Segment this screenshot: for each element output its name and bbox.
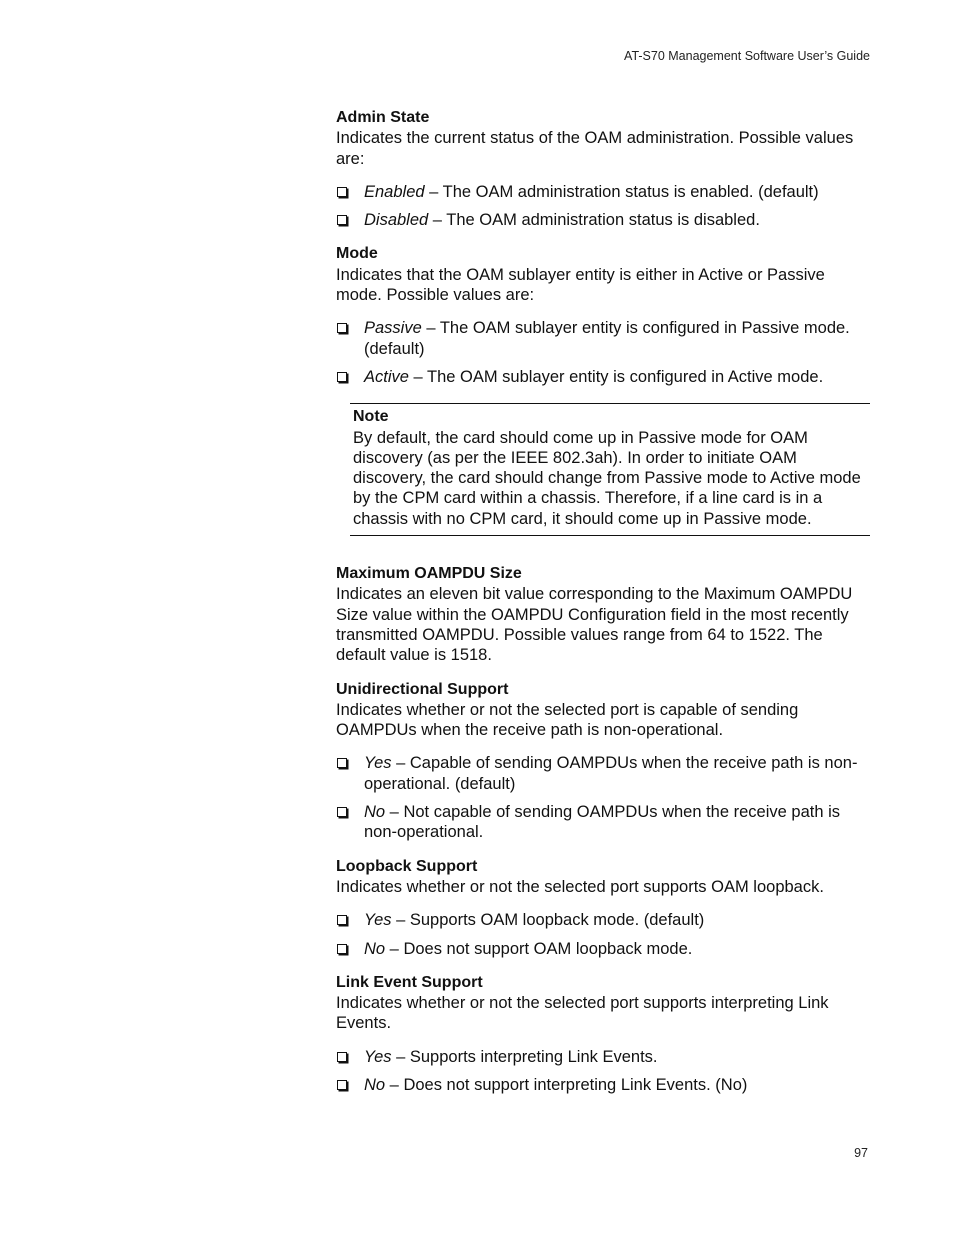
section-max-oampdu-size (336, 564, 870, 665)
page-number: 97 (854, 1146, 868, 1160)
section-heading: Admin State (336, 109, 430, 126)
checkbox-bullet-icon (337, 187, 347, 197)
section-text: Indicates an eleven bit value corresponding to the Maximum OAMPDU Size value within the OAMPDU Configuration field in the most recently transmitted OAMPDU. Possible values range from 64 to 1522. The default value is 1518. (336, 585, 853, 665)
page-content (336, 108, 870, 1109)
section-text: Indicates the current status of the OAM administration. Possible values are: (336, 129, 854, 168)
bullet-term: Disabled (364, 211, 429, 230)
list-item (336, 753, 870, 794)
section-heading: Loopback Support (336, 857, 478, 875)
bullet-description: – Supports OAM loopback mode. (default) (391, 911, 705, 930)
bullet-description: – The OAM administration status is enabled. (default) (424, 182, 819, 201)
list-item (336, 1047, 870, 1067)
bullet-term: Yes (364, 911, 392, 930)
checkbox-bullet-icon (337, 944, 347, 954)
section-mode (336, 244, 870, 387)
checkbox-bullet-icon (337, 1052, 347, 1062)
section-text: Indicates whether or not the selected port is capable of sending OAMPDUs when the receive path is non-operational. (336, 700, 799, 740)
bullet-term: Yes (364, 1047, 392, 1066)
checkbox-bullet-icon (337, 915, 347, 925)
bullet-term: Yes (364, 754, 392, 773)
bullet-list (336, 318, 870, 387)
list-item (336, 182, 870, 202)
list-item (336, 367, 870, 387)
list-item (336, 910, 870, 930)
note-text: By default, the card should come up in Passive mode for OAM discovery (as per the IEEE 802.3ah). In order to initiate OAM discovery, the card should change from Passive mode to Active mode by the CPM card within a chassis. Therefore, if a line card is in a chassis with no CPM card, it should come up in Passive mode. (353, 428, 861, 528)
section-loopback-support (336, 857, 870, 959)
bullet-description: – Does not support interpreting Link Events. (No) (385, 1075, 748, 1094)
bullet-list (336, 753, 870, 842)
bullet-list (336, 910, 870, 959)
section-unidirectional-support (336, 680, 870, 843)
bullet-description: – Capable of sending OAMPDUs when the receive path is non-operational. (default) (364, 754, 858, 793)
note-box (350, 403, 870, 536)
list-item (336, 1075, 870, 1095)
bullet-term: Active (364, 367, 409, 386)
checkbox-bullet-icon (337, 215, 347, 225)
bullet-description: – The OAM sublayer entity is configured in Passive mode. (default) (364, 319, 850, 358)
note-heading: Note (353, 408, 389, 426)
list-item (336, 802, 870, 843)
bullet-description: – Supports interpreting Link Events. (391, 1047, 658, 1066)
bullet-term: Passive (364, 319, 422, 338)
section-link-event-support (336, 973, 870, 1095)
bullet-term: No (364, 939, 386, 958)
checkbox-bullet-icon (337, 1080, 347, 1090)
list-item (336, 939, 870, 959)
list-item (336, 318, 870, 359)
checkbox-bullet-icon (337, 372, 347, 382)
section-heading: Maximum OAMPDU Size (336, 565, 522, 583)
section-text: Indicates whether or not the selected port supports OAM loopback. (336, 877, 824, 896)
section-heading: Mode (336, 245, 378, 263)
bullet-description: – The OAM administration status is disabled. (428, 211, 760, 230)
bullet-description: – The OAM sublayer entity is configured in Active mode. (408, 367, 824, 386)
bullet-description: – Does not support OAM loopback mode. (385, 939, 693, 958)
section-admin-state (336, 108, 870, 230)
checkbox-bullet-icon (337, 758, 347, 768)
section-text: Indicates whether or not the selected port supports interpreting Link Events. (336, 994, 829, 1033)
checkbox-bullet-icon (337, 807, 347, 817)
bullet-list (336, 1047, 870, 1096)
bullet-term: Enabled (364, 182, 425, 201)
bullet-term: No (364, 1075, 386, 1094)
section-heading: Link Event Support (336, 973, 483, 991)
list-item (336, 210, 870, 230)
bullet-description: – Not capable of sending OAMPDUs when the receive path is non-operational. (364, 803, 841, 842)
running-header: AT-S70 Management Software User’s Guide (624, 49, 870, 63)
checkbox-bullet-icon (337, 323, 347, 333)
section-text: Indicates that the OAM sublayer entity is either in Active or Passive mode. Possible values are: (336, 265, 825, 305)
bullet-list (336, 182, 870, 231)
bullet-term: No (364, 803, 386, 822)
section-heading: Unidirectional Support (336, 680, 509, 698)
